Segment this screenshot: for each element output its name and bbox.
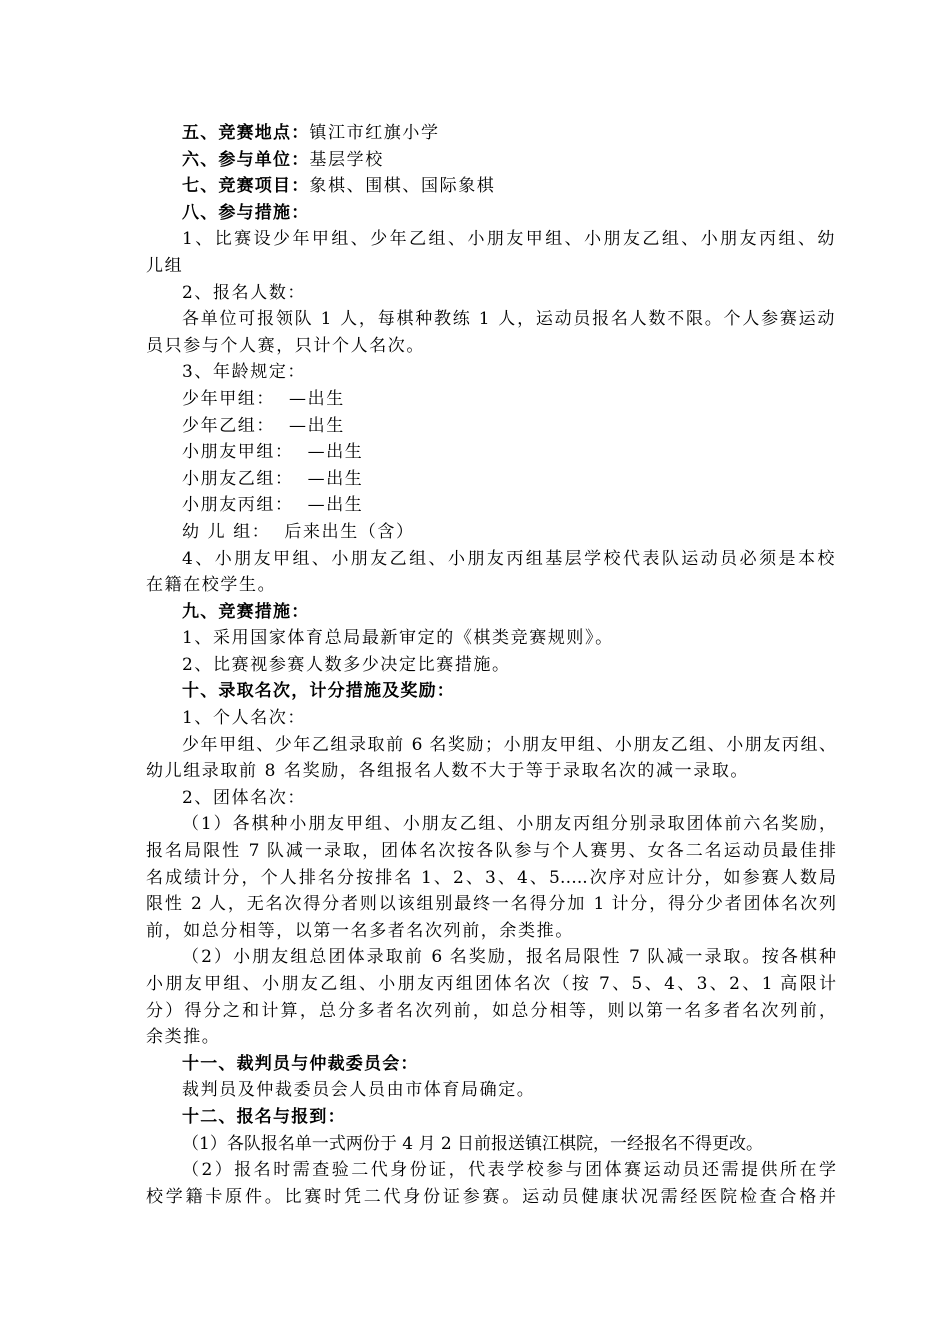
- paragraph-line: 少年甲组、少年乙组录取前 6 名奖励；小朋友甲组、小朋友乙组、小朋友丙组、: [182, 734, 836, 755]
- paragraph-line: 小朋友甲组、小朋友乙组、小朋友丙组团体名次（按 7、5、4、3、2、1 高限计: [146, 974, 836, 994]
- section-7-text: 象棋、围棋、国际象棋: [309, 176, 496, 197]
- paragraph-line: 2、团体名次：: [182, 787, 307, 808]
- paragraph-line: 各单位可报领队 1 人，每棋种教练 1 人，运动员报名人数不限。个人参赛运动: [182, 309, 836, 330]
- age-rule-line: 小朋友丙组： —出生: [182, 495, 364, 516]
- paragraph-line: 名成绩计分，个人排名分按排名 1、2、3、4、5…..次序对应计分，如参赛人数局: [146, 867, 836, 888]
- section-9-heading: 九、竞赛措施：: [182, 601, 310, 622]
- section-7-heading: 七、竞赛项目：: [182, 176, 310, 197]
- paragraph-line: 1、比赛设少年甲组、少年乙组、小朋友甲组、小朋友乙组、小朋友丙组、幼: [182, 229, 836, 250]
- age-rule-line: 少年甲组： —出生: [182, 388, 345, 409]
- paragraph-line: 1、个人名次：: [182, 708, 307, 729]
- section-11: [146, 1051, 836, 1078]
- paragraph-line: 儿组: [146, 255, 184, 276]
- age-rule-line: 小朋友甲组： —出生: [182, 442, 364, 463]
- paragraph-line: 前，如总分相等，以第一名多者名次列前，余类推。: [146, 920, 574, 941]
- age-rule-line: 幼 儿 组： 后来出生（含）: [182, 521, 415, 542]
- paragraph-line: 3、年龄规定：: [182, 362, 307, 383]
- section-8: [146, 200, 836, 227]
- section-12: [146, 1104, 836, 1131]
- paragraph-line: 校学籍卡原件。比赛时凭二代身份证参赛。运动员健康状况需经医院检查合格并: [146, 1186, 836, 1207]
- paragraph-line: 员只参与个人赛，只计个人名次。: [146, 335, 425, 356]
- section-6: [146, 147, 836, 174]
- paragraph-line: 在籍在校学生。: [146, 575, 277, 596]
- section-7: [146, 173, 836, 200]
- section-5-text: 镇江市红旗小学: [309, 123, 440, 143]
- paragraph-line: 分）得分之和计算，总分多者名次列前，如总分相等，则以第一名多者名次列前，: [146, 1000, 836, 1021]
- age-rule-line: 小朋友乙组： —出生: [182, 468, 364, 489]
- section-11-heading: 十一、裁判员与仲裁委员会：: [182, 1053, 419, 1074]
- paragraph-line: 余类推。: [146, 1027, 221, 1048]
- paragraph-line: 限性 2 人，无名次得分者则以该组别最终一名得分加 1 计分，得分少者团体名次列: [146, 894, 836, 915]
- section-6-text: 基层学校: [309, 149, 384, 170]
- section-10: [146, 678, 836, 705]
- paragraph-line: 2、报名人数：: [182, 282, 307, 303]
- paragraph-line: 报名局限性 7 队减一录取，团体名次按各队参与个人赛男、女各二名运动员最佳排: [146, 841, 836, 862]
- paragraph-line: （1）各棋种小朋友甲组、小朋友乙组、小朋友丙组分别录取团体前六名奖励，: [182, 814, 836, 835]
- paragraph-line: 裁判员及仲裁委员会人员由市体育局确定。: [182, 1080, 536, 1101]
- paragraph-line: 幼儿组录取前 8 名奖励，各组报名人数不大于等于录取名次的减一录取。: [146, 761, 750, 782]
- section-5-heading: 五、竞赛地点：: [182, 123, 310, 143]
- document-body: [146, 120, 836, 1210]
- paragraph-line: （2）小朋友组总团体录取前 6 名奖励，报名局限性 7 队减一录取。按各棋种: [182, 947, 836, 968]
- age-rule-line: 少年乙组： —出生: [182, 415, 345, 436]
- section-12-heading: 十二、报名与报到：: [182, 1106, 346, 1127]
- paragraph-line: （2）报名时需查验二代身份证，代表学校参与团体赛运动员还需提供所在学: [182, 1160, 836, 1181]
- section-9: [146, 599, 836, 626]
- paragraph-line: 1、采用国家体育总局最新审定的《棋类竞赛规则》。: [182, 628, 614, 649]
- section-8-heading: 八、参与措施：: [182, 202, 310, 223]
- paragraph-line: 4、小朋友甲组、小朋友乙组、小朋友丙组基层学校代表队运动员必须是本校: [182, 548, 836, 569]
- section-5: [146, 120, 836, 147]
- section-10-heading: 十、录取名次，计分措施及奖励：: [182, 681, 455, 702]
- paragraph-line: （1）各队报名单一式两份于 4 月 2 日前报送镇江棋院，一经报名不得更改。: [182, 1133, 764, 1154]
- section-6-heading: 六、参与单位：: [182, 149, 310, 170]
- paragraph-line: 2、比赛视参赛人数多少决定比赛措施。: [182, 654, 511, 675]
